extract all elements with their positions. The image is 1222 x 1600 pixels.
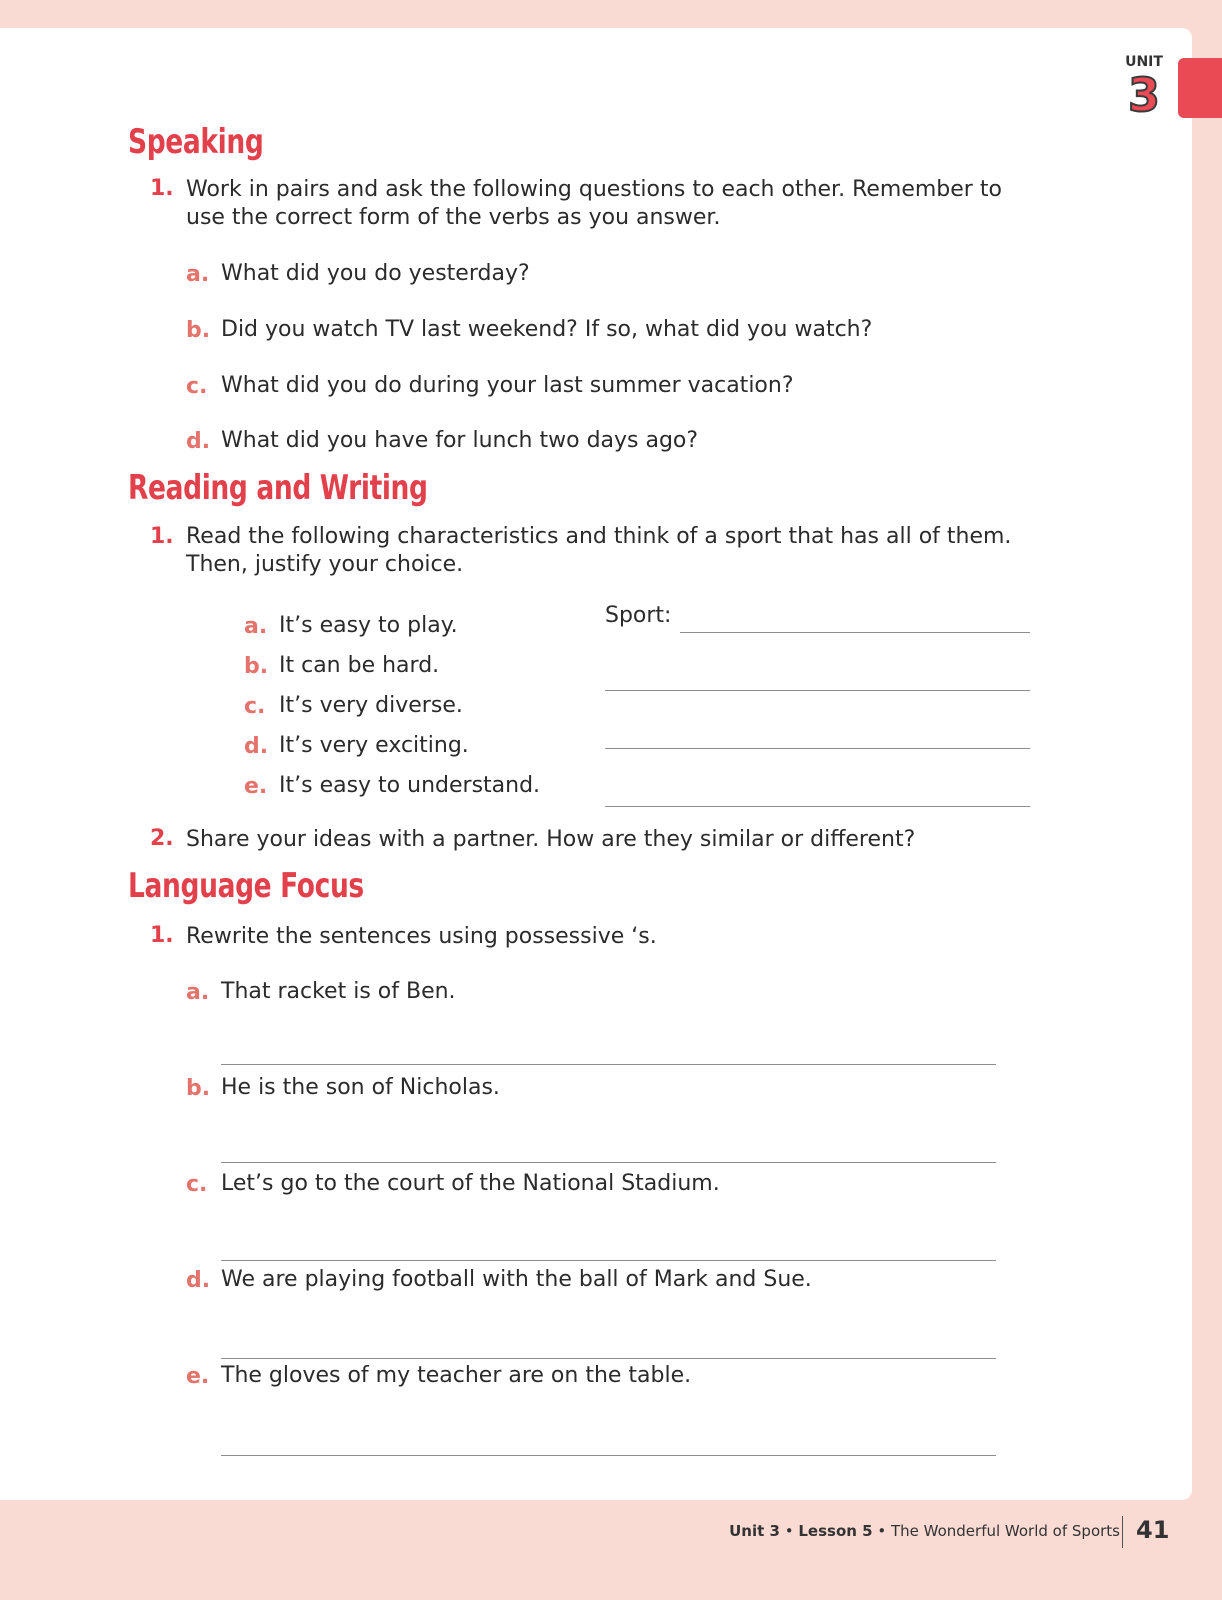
item-letter: b. <box>186 318 211 343</box>
task-number: 1. <box>150 524 174 549</box>
sentence-text: Let’s go to the court of the National Stadium. <box>221 1171 720 1196</box>
item-letter: a. <box>244 614 268 639</box>
question-text: What did you have for lunch two days ago? <box>221 428 699 453</box>
answer-line[interactable] <box>221 1358 996 1359</box>
task-number: 2. <box>150 826 174 851</box>
item-letter: e. <box>244 774 268 799</box>
footer-bullet: • <box>872 1522 891 1540</box>
footer-lesson: Lesson 5 <box>798 1522 873 1540</box>
sport-label: Sport: <box>605 603 672 628</box>
item-letter: c. <box>186 374 208 399</box>
justification-line[interactable] <box>605 806 1030 807</box>
sentence-text: We are playing football with the ball of Mark and Sue. <box>221 1267 812 1292</box>
item-letter: d. <box>186 429 211 454</box>
sport-answer-line[interactable] <box>680 632 1030 633</box>
question-text: What did you do yesterday? <box>221 261 530 286</box>
item-letter: e. <box>186 1364 210 1389</box>
task-number: 1. <box>150 176 174 201</box>
item-letter: a. <box>186 980 210 1005</box>
footer-title: The Wonderful World of Sports <box>890 1522 1120 1540</box>
unit-tab <box>1178 58 1222 118</box>
reading-writing-heading: Reading and Writing <box>128 468 428 508</box>
answer-line[interactable] <box>221 1260 996 1261</box>
question-text: Did you watch TV last weekend? If so, what did you watch? <box>221 317 873 342</box>
unit-number: 3 <box>1127 68 1160 122</box>
question-text: What did you do during your last summer vacation? <box>221 373 794 398</box>
task-instruction: Then, justify your choice. <box>186 552 464 577</box>
footer-bullet: • <box>779 1522 799 1540</box>
task-instruction: Read the following characteristics and think of a sport that has all of them. <box>186 524 1012 549</box>
item-letter: b. <box>186 1076 211 1101</box>
footer-credit <box>600 1522 1120 1540</box>
characteristic-text: It can be hard. <box>279 653 440 678</box>
sentence-text: The gloves of my teacher are on the table. <box>221 1363 692 1388</box>
characteristic-text: It’s easy to play. <box>279 613 458 638</box>
page-number: 41 <box>1136 1516 1170 1544</box>
item-letter: b. <box>244 654 269 679</box>
footer-unit: Unit 3 <box>729 1522 780 1540</box>
characteristic-text: It’s very diverse. <box>279 693 463 718</box>
language-focus-heading: Language Focus <box>128 866 364 906</box>
answer-line[interactable] <box>221 1064 996 1065</box>
unit-label: UNIT <box>1125 54 1163 70</box>
answer-line[interactable] <box>221 1455 996 1456</box>
item-letter: c. <box>186 1172 208 1197</box>
task-number: 1. <box>150 923 174 948</box>
justification-line[interactable] <box>605 690 1030 691</box>
item-letter: c. <box>244 694 266 719</box>
answer-line[interactable] <box>221 1162 996 1163</box>
task-instruction: use the correct form of the verbs as you answer. <box>186 205 721 230</box>
item-letter: d. <box>186 1268 211 1293</box>
speaking-heading: Speaking <box>128 122 264 162</box>
task-instruction: Rewrite the sentences using possessive ‘s. <box>186 924 657 949</box>
task-instruction: Share your ideas with a partner. How are they similar or different? <box>186 827 916 852</box>
justification-line[interactable] <box>605 748 1030 749</box>
footer-divider <box>1122 1516 1123 1548</box>
task-instruction: Work in pairs and ask the following questions to each other. Remember to <box>186 177 1002 202</box>
characteristic-text: It’s easy to understand. <box>279 773 541 798</box>
sentence-text: That racket is of Ben. <box>221 979 456 1004</box>
characteristic-text: It’s very exciting. <box>279 733 469 758</box>
item-letter: d. <box>244 734 269 759</box>
sentence-text: He is the son of Nicholas. <box>221 1075 500 1100</box>
item-letter: a. <box>186 262 210 287</box>
